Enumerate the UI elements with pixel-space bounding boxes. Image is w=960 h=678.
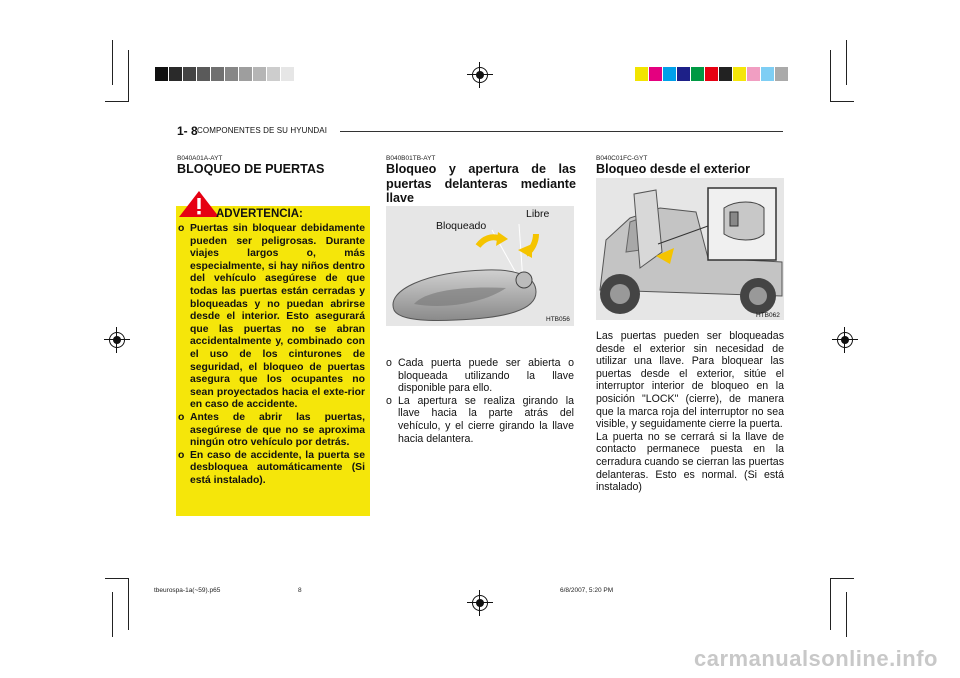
section-code: B040B01TB-AYT xyxy=(386,155,436,162)
color-swatch xyxy=(239,67,253,81)
warning-item-text: En caso de accidente, la puerta se desbloquea automáticamente (Si está instalado). xyxy=(190,449,365,486)
bullet-marker: o xyxy=(386,394,392,407)
list-item xyxy=(386,357,574,395)
section-title: COMPONENTES DE SU HYUNDAI xyxy=(197,126,328,135)
label-locked: Bloqueado xyxy=(436,220,487,232)
page-number: 1- 8 xyxy=(177,124,198,138)
bullet-marker: o xyxy=(178,223,185,234)
image-code: HTB056 xyxy=(546,316,570,323)
crop-mark xyxy=(128,50,129,102)
color-swatch xyxy=(761,67,775,81)
color-swatch xyxy=(635,67,649,81)
color-strip xyxy=(635,67,789,81)
color-swatch xyxy=(281,67,295,81)
color-swatch xyxy=(649,67,663,81)
warning-triangle-icon xyxy=(178,190,220,218)
bullet-marker: o xyxy=(178,411,185,423)
list-item xyxy=(386,395,574,445)
list-item xyxy=(178,450,365,488)
bullet-marker: o xyxy=(178,449,185,461)
section-code: B040C01FC-GYT xyxy=(596,155,648,162)
list-item xyxy=(178,223,365,412)
body-text xyxy=(596,330,784,494)
section-code: B040A01A-AYT xyxy=(177,155,223,162)
color-swatch xyxy=(691,67,705,81)
section-heading: Bloqueo desde el exterior xyxy=(596,162,750,176)
color-swatch xyxy=(663,67,677,81)
label-free: Libre xyxy=(526,208,550,220)
crop-mark xyxy=(112,40,113,85)
crop-mark xyxy=(830,101,854,102)
registration-mark-icon xyxy=(832,327,858,353)
section-heading: Bloqueo y apertura de las puertas delanteras mediante llave xyxy=(386,162,576,205)
crop-mark xyxy=(105,578,129,579)
crop-mark xyxy=(112,592,113,637)
registration-mark-icon xyxy=(104,327,130,353)
grayscale-strip xyxy=(155,67,295,81)
body-list xyxy=(386,357,574,445)
color-swatch xyxy=(719,67,733,81)
image-code: HTB062 xyxy=(756,312,780,319)
color-swatch xyxy=(747,67,761,81)
section-heading: BLOQUEO DE PUERTAS xyxy=(177,162,325,176)
crop-mark xyxy=(846,592,847,637)
color-swatch xyxy=(211,67,225,81)
color-swatch xyxy=(225,67,239,81)
color-swatch xyxy=(253,67,267,81)
crop-mark xyxy=(128,578,129,630)
footer-file: tbeurospa-1a(~59).p65 xyxy=(154,587,221,594)
paragraph: La puerta no se cerrará si la llave de contacto permanece puesta en la cerradura cuando se cierran las puertas delanteras. Esto es normal. (Si está instalado) xyxy=(596,430,784,494)
color-swatch xyxy=(705,67,719,81)
color-swatch xyxy=(677,67,691,81)
warning-item-text: Puertas sin bloquear debidamente pueden ser peligrosas. Durante viajes largos o, más especialmente, si hay niños dentro del vehículo asegúrese de que todas las puertas están cerradas y bloqueadas y no puedan abrirse desde el interior. Esto asegurará que las puertas no se abran accidentalmente y, combinado con el uso de los cinturones de seguridad, el bloqueo de puertas asegura que los ocupantes no sean proyectados hacia el exte-rior en caso de accidente. xyxy=(190,223,365,411)
key-lock-illustration xyxy=(386,206,574,326)
color-swatch xyxy=(183,67,197,81)
crop-mark xyxy=(830,50,831,102)
watermark: carmanualsonline.info xyxy=(694,646,938,671)
color-swatch xyxy=(197,67,211,81)
warning-list xyxy=(178,223,365,487)
color-swatch xyxy=(267,67,281,81)
crop-mark xyxy=(830,578,831,630)
color-swatch xyxy=(155,67,169,81)
crop-mark xyxy=(846,40,847,85)
color-swatch xyxy=(169,67,183,81)
paragraph: Las puertas pueden ser bloqueadas desde el exterior sin necesidad de utilizar una llave. Para bloquear las puertas desde el exterior, sitúe el interruptor interior de bloqueo en la posición "LOCK" (cierre), de manera que la marca roja del interruptor no sea visible, y seguidamente cierre la puerta. xyxy=(596,330,784,431)
warning-item-text: Antes de abrir las puertas, asegúrese de que no se aproxima ningún otro vehículo por detrás. xyxy=(190,411,365,449)
car-door-illustration xyxy=(596,178,784,320)
list-item-text: La apertura se realiza girando la llave hacia la parte atrás del vehículo, y el cierre girando la llave hacia delantera. xyxy=(398,394,574,445)
crop-mark xyxy=(105,101,129,102)
warning-title: ADVERTENCIA: xyxy=(216,208,303,220)
footer-date: 6/8/2007, 5:20 PM xyxy=(560,587,614,594)
registration-mark-icon xyxy=(467,62,493,88)
list-item xyxy=(178,412,365,450)
bullet-marker: o xyxy=(386,357,392,369)
car-door-image xyxy=(596,178,784,320)
registration-mark-icon xyxy=(467,590,493,616)
crop-mark xyxy=(830,578,854,579)
header-rule xyxy=(340,131,783,132)
color-swatch xyxy=(775,67,789,81)
list-item-text: Cada puerta puede ser abierta o bloqueada utilizando la llave disponible para ello. xyxy=(398,357,574,395)
footer-page: 8 xyxy=(298,587,302,594)
color-swatch xyxy=(733,67,747,81)
